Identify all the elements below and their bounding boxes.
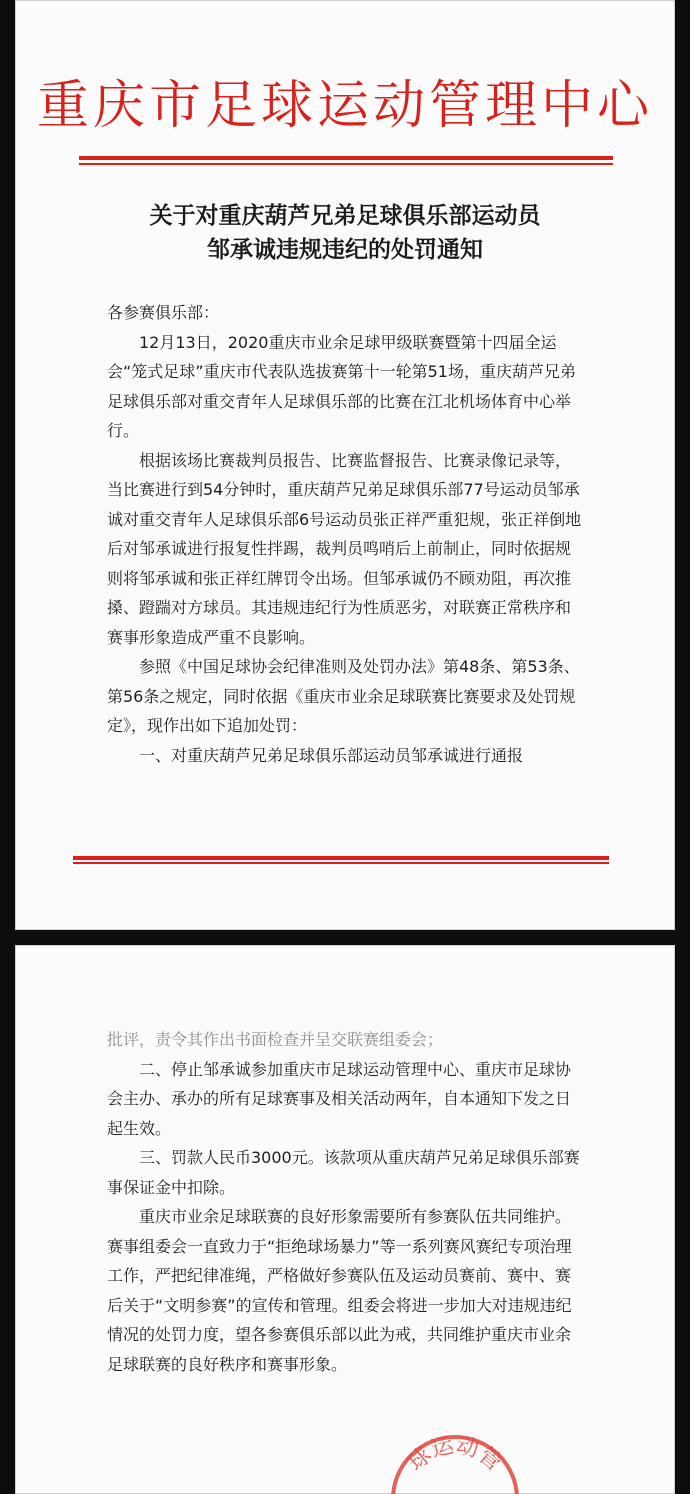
letterhead-rule-thick — [79, 156, 613, 160]
letterhead-rule-thin — [79, 163, 613, 165]
notice-title-line-1: 关于对重庆葫芦兄弟足球俱乐部运动员 — [149, 202, 541, 229]
official-seal-stamp — [385, 1425, 525, 1494]
seal-text: 球运动管 — [403, 1433, 507, 1477]
paragraph-penalty-three: 三、罚款人民币3000元。该款项从重庆葫芦兄弟足球俱乐部赛事保证金中扣除。 — [107, 1148, 580, 1197]
notice-title-line-2: 邹承诚违规违纪的处罚通知 — [207, 236, 483, 263]
paragraph-penalty-one: 一、对重庆葫芦兄弟足球俱乐部运动员邹承诚进行通报 — [139, 745, 524, 765]
greeting: 各参赛俱乐部： — [107, 303, 220, 322]
svg-text:球运动管 — [404, 1433, 506, 1476]
document-page-2 — [15, 945, 675, 1494]
notice-body-page-1 — [107, 298, 582, 770]
paragraph-match-info: 12月13日，2020重庆市业余足球甲级联赛暨第十四届全运会“笼式足球”重庆市代表队选拔赛第十一轮第51场，重庆葫芦兄弟足球俱乐部对重交青年人足球俱乐部的比赛在江北机场体育中心举行。 — [107, 332, 576, 440]
paragraph-basis: 参照《中国足球协会纪律准则及处罚办法》第48条、第53条、第56条之规定，同时依据《重庆市业余足球联赛比赛要求及处罚规定》，现作出如下追加处罚： — [107, 657, 580, 735]
paragraph-penalty-two: 二、停止邹承诚参加重庆市足球运动管理中心、重庆市足球协会主办、承办的所有足球赛事及相关活动两年，自本通知下发之日起生效。 — [107, 1059, 572, 1138]
paragraph-incident: 根据该场比赛裁判员报告、比赛监督报告、比赛录像记录等，当比赛进行到54分钟时，重庆葫芦兄弟足球俱乐部77号运动员邹承诚对重交青年人足球俱乐部6号运动员张正祥严重犯规，张正祥倒地后对邹承诚进行报复性拌踢，裁判员鸣哨后上前制止，同时依据规则将邹承诚和张正祥红牌罚令出场。但邹承诚仍不顾劝阻，再次推搡、蹬踹对方球员。其违规违纪行为性质恶劣，对联赛正常秩序和赛事形象造成严重不良影响。 — [107, 450, 582, 647]
document-page-1 — [15, 0, 675, 930]
footer-rule-thick — [73, 856, 609, 860]
footer-rule-thin — [73, 862, 609, 864]
paragraph-closing: 重庆市业余足球联赛的良好形象需要所有参赛队伍共同维护。赛事组委会一直致力于“拒绝球场暴力”等一系列赛风赛纪专项治理工作，严把纪律准绳，严格做好参赛队伍及运动员赛前、赛中、赛后关于“文明参赛”的宣传和管理。组委会将进一步加大对违规违纪情况的处罚力度，望各参赛俱乐部以此为戒，共同维护重庆市业余足球联赛的良好秩序和赛事形象。 — [107, 1207, 572, 1374]
penalty-one-continued: 批评，责令其作出书面检查并呈交联赛组委会； — [107, 1030, 444, 1049]
letterhead-title: 重庆市足球运动管理中心 — [36, 76, 653, 136]
notice-body-page-2 — [107, 1025, 582, 1379]
